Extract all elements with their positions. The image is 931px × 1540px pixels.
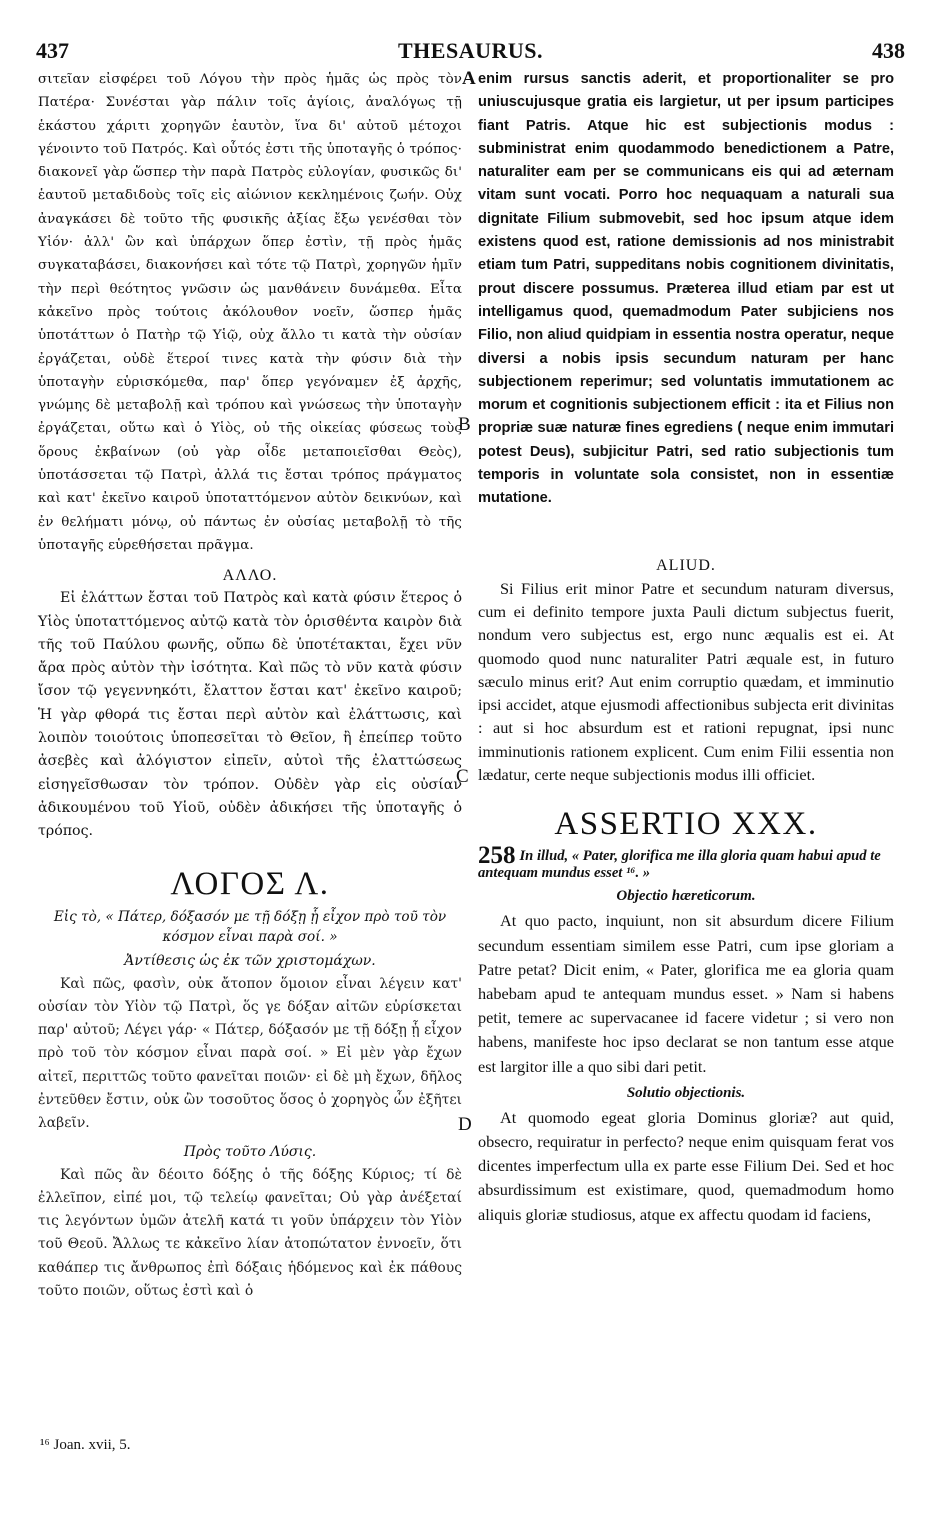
section-marker-d: D xyxy=(458,1114,472,1135)
greek-heading-logos: ΛΟΓΟΣ Λ. xyxy=(170,865,330,902)
greek-lysis-heading: Πρὸς τοῦτο Λύσις. xyxy=(183,1143,317,1160)
running-title: THESAURUS. xyxy=(398,38,543,63)
section-marker-b: B xyxy=(458,414,471,435)
latin-paragraph-4: At quomodo egeat gloria Dominus gloriæ? aut quid, obsecro, requiratur in perfecto? neque enim quisquam ferat vos dicentes imperfectum ulla ex parte esse Filium Dei. Sed et hoc absurdissimum est existimare, quod, quemadmodum homo aliquis gloriæ studiosus, atque ex affectu quodam id faciens, xyxy=(478,1107,894,1224)
latin-paragraph-2: Si Filius erit minor Patre et secundum naturam diversus, cum ei definito tempore juxta Pauli dictum subjectus fuerit, nondum vero subjectus est, ergo nunc æqualis est ei. At quomodo quod nunc naturaliter Patri æquale est, in futuro sæculo minus erit? Aut enim corruptio quædam, et imminutio ipsi accidet, atque ejusmodi affectionibus subjecta erit divinitas : aut si hoc absurdum est et rationi repugnat, ipsi nunc imminutionis rationem explicent. Cum enim Filii essentia non lædatur, certe neque subjectionis modus illi officiet. xyxy=(478,578,894,785)
latin-heading-aliud: ALIUD. xyxy=(656,556,716,574)
greek-heading-allo: ΑΛΛΟ. xyxy=(222,567,278,585)
greek-paragraph-1: σιτεῖαν εἰσφέρει τοῦ Λόγου τὴν πρὸς ἡμᾶς ὡς πρὸς τὸν Πατέρα· Συνέσται γὰρ πάλιν τοῖς ἁγίοις, ἀναλόγως τῇ ἑκάστου χάριτι χορηγῶν ἑαυτὸν, ἵνα δι' αὐτοῦ μέτοχοι γένοιντο τοῦ Πατρός. Καὶ οὗτός ἐστι τῆς ὑποταγῆς ὁ τρόπος· διακονεῖ γὰρ ὥσπερ τὴν παρὰ Πατρὸς εὐλογίαν, φυσικῶς δι' ἑαυτοῦ μεταδιδοὺς τοῖς εἰς αἰώνιον κεκλημένοις ζωήν. Οὐχ ἀναγκάσει δὲ τοῦτο τῆς φυσικῆς ἀξίας ἔξω γενέσθαι τὸν Υἱόν· ἀλλ' ὢν καὶ ὑπάρχων ὅπερ ἐστὶν, τῇ πρὸς ἡμᾶς συγκαταβάσει, διακονήσει καὶ τότε τῷ Πατρὶ, χορηγῶν ἡμῖν τὴν περὶ θεότητος γνῶσιν ὡς μανθάνειν δυνάμεθα. Εἶτα κἀκεῖνο πρὸς τούτοις ἀκόλουθον νοεῖν, ὥσπερ ἡμᾶς ὑποτάττων ὁ Πατὴρ τῷ Υἱῷ, οὐχ ἄλλο τι κατὰ τὴν οὐσίαν ἐργάζεται, οὐδὲ ἕτεροί τινες κατὰ τὴν φύσιν διὰ τὴν ὑποταγὴν εὑρισκόμεθα, παρ' ὅπερ γεγόναμεν ἐξ ἀρχῆς, γνώμης δὲ μεταβολῇ καὶ τρόπου καὶ γνώσεως τὴν ὑποταγὴν ἐργάζεται, οὕτω καὶ ὁ Υἱὸς, οὐ τῆς οἰκείας φύσεως τοὺς ὅρους ἐκβαίνων (οὐ γὰρ οἶδε μεταποιεῖσθαι Θεὸς), ὑποτάσσεται τῷ Πατρὶ, ἀλλά τις ἔσται τρόπος πράγματος καὶ κατ' ἐκεῖνο καιροῦ ὑποταττόμενον αὐτὸν δεικνύων, καὶ ἐν θελήματι μόνῳ, οὐ πάντως ἐν οὐσίας μεταβολῇ τὸ τῆς ὑποταγῆς εὑρεθήσεται πρᾶγμα. xyxy=(38,72,462,553)
latin-lemma-text: In illud, « Pater, glorifica me illa gloria quam habui apud te antequam mundus esset ¹⁶. » xyxy=(478,848,881,882)
latin-heading-assertio: ASSERTIO XXX. xyxy=(554,806,818,843)
footnote: ¹⁶ Joan. xvii, 5. xyxy=(40,1437,131,1453)
greek-paragraph-4: Καὶ πῶς ἂν δέοιτο δόξης ὁ τῆς δόξης Κύριος; τί δὲ ἐλλεῖπον, εἰπέ μοι, τῷ τελείῳ φανεῖται; Οὐ γὰρ ἀνέξεταί τις λεγόντων ὑμῶν ἀτελῆ κατά τι γοῦν ὑπάρχειν τὸν Υἱὸν τοῦ Θεοῦ. Ἄλλως τε κἀκεῖνο λίαν ἀτοπώτατον ἐννοεῖν, ὅτι καθάπερ τις ἄνθρωπος ἐπὶ δόξαις ἡδόμενος καὶ ἐκ πάθους τοῦτο ποιῶν, οὕτως ἐστὶ καὶ ὁ xyxy=(38,1166,462,1300)
greek-lemma: Εἰς τὸ, « Πάτερ, δόξασόν με τῇ δόξῃ ᾗ εἶχον πρὸ τοῦ τὸν κόσμον εἶναι παρὰ σοί. » xyxy=(53,908,447,945)
latin-paragraph-1: enim rursus sanctis aderit, et proportionaliter se pro uniuscujusque gratia eis largietur, ut per ipsum participes fiant Patris. Atque hic est subjectionis modus : subministrat enim quodammodo benedictionem a Patre, naturaliter eam per se communicans eis qui ad æternam vitam sunt vocati. Porro hoc nequaquam a naturali sua dignitate Filium submovebit, sed hoc ipsum atque idem existens quod est, ratione demissionis ad nos ministrabit etiam tum Patri, suppeditans nobis cognitionem divinitatis, prout discere possumus. Præterea illud etiam par est ut intelligamus quod, quemadmodum Pater subjiciens nos Filio, non aliud quidpiam in essentia nostra operatur, neque diversi a nobis ipsis secundum naturam per hanc subjectionem reperimur; sed voluntatis immutationem ac morum et cognitionis subjectionem efficit : ita et Filius non propriæ suæ naturæ fines egrediens ( neque enim immutari potest Deus), subjicitur Patri, sed ratio subjectionis tum temporis in voluntate sola consistet, non in essentiæ mutatione. xyxy=(478,71,894,507)
latin-objectio-heading: Objectio hæreticorum. xyxy=(616,888,756,905)
running-header xyxy=(36,38,905,68)
page-number-right: 438 xyxy=(872,38,905,63)
page-number-left: 437 xyxy=(36,38,69,63)
greek-column xyxy=(38,68,462,1303)
section-marker-c: C xyxy=(456,766,469,787)
latin-paragraph-3: At quo pacto, inquiunt, non sit absurdum dicere Filium secundum essentiam similem esse Patri, cum ipse gloriam a Patre petat? Dicit enim, « Pater, glorifica me ea gloria quam habebam apud te antequam mundus esset. » Nam si habens petit, temere ac supervacanee id facere videtur ; si vero non habens, manifeste hoc ipso declarat se non tantum esse atque est largitor ille a quo sibi dari petit. xyxy=(478,911,894,1076)
section-marker-a: A xyxy=(462,68,476,89)
greek-paragraph-2: Εἰ ἐλάττων ἔσται τοῦ Πατρὸς καὶ κατὰ φύσιν ἕτερος ὁ Υἱὸς ὑποταττόμενος αὐτῷ κατὰ τὸν ὁρισθέντα καιρὸν διὰ τῆς τοῦ Παύλου φωνῆς, οὔπω δὲ ὑποτέτακται, ἔχει νῦν ἄρα πρὸς αὐτὸν τὴν ἰσότητα. Καὶ πῶς τὸ νῦν κατὰ φύσιν ἴσον τῷ γεγεννηκότι, ἔλαττον ἔσται κατ' ἐκεῖνο καιροῦ; Ἡ γὰρ φθορά τις ἔσται περὶ αὐτὸν καὶ ἐλάττωσις, καὶ λοιπὸν τοιούτοις ὑποπεσεῖται τὸ Θεῖον, ἢ ἐπείπερ τοῦτο ἀσεβὲς καὶ ἀλόγιστον εἰπεῖν, αὐτοὶ τῆς ἐλαττώσεως εἰσηγεῖσθωσαν τὸν τρόπον. Οὐδὲν γὰρ εἰς οὐσίαν ἀδικουμένου τοῦ Υἱοῦ, οὐδὲν ἀδικήσει τῆς ὑποταγῆς ὁ τρόπος. xyxy=(38,590,462,840)
greek-paragraph-3: Καὶ πῶς, φασὶν, οὐκ ἄτοπον ὅμοιον εἶναι λέγειν κατ' οὐσίαν τὸν Υἱὸν τῷ Πατρὶ, ὅς γε δόξαν αἰτῶν εὑρίσκεται παρ' αὐτοῦ; Λέγει γάρ· « Πάτερ, δόξασόν με τῇ δόξῃ ᾗ εἶχον πρὸ τοῦ τὸν κόσμον εἶναι παρὰ σοί. » Εἰ μὲν γὰρ ἔχων αἰτεῖ, περιττῶς τοῦτο φανεῖται ποιῶν· εἰ δὲ μὴ ἔχων, δῆλος ἐντεῦθεν ἔστιν, οὐκ ὢν τοσοῦτος ὅσος ὁ χορηγὸς ὧν ἐξῆτει λαβεῖν. xyxy=(38,975,462,1132)
latin-solutio-heading: Solutio objectionis. xyxy=(626,1084,746,1101)
greek-antithesis-heading: Ἀντίθεσις ὡς ἐκ τῶν χριστομάχων. xyxy=(124,952,376,969)
latin-column xyxy=(478,68,894,1227)
latin-lemma xyxy=(478,842,894,882)
column-number: 258 xyxy=(478,842,516,870)
